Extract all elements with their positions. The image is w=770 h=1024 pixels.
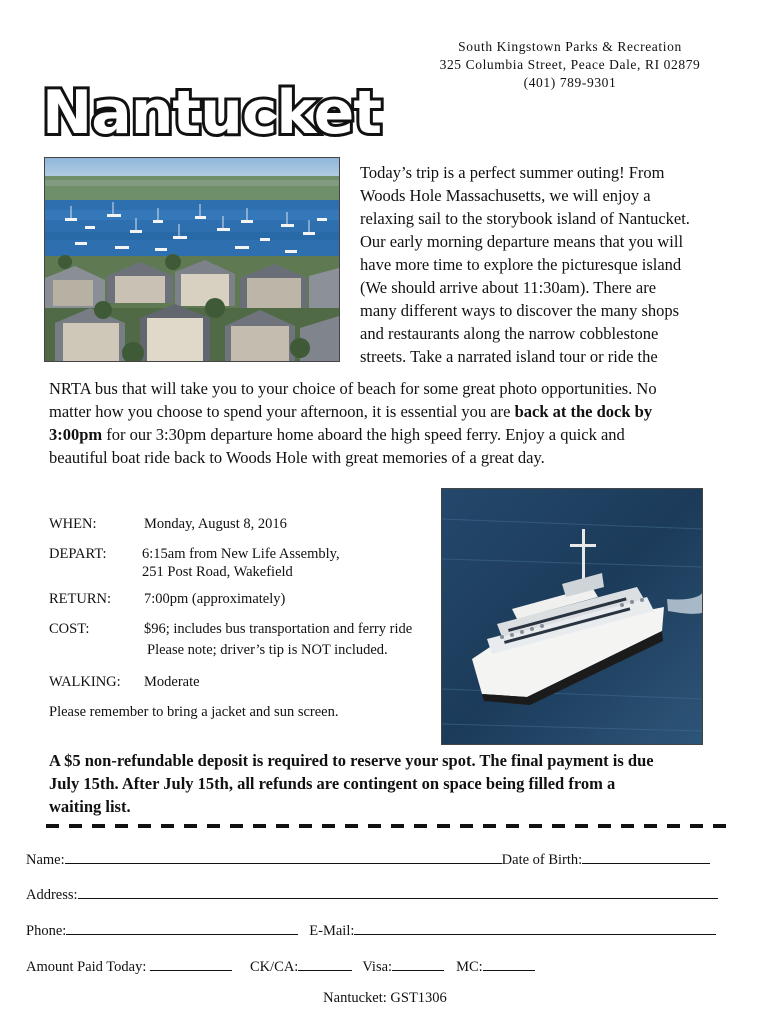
intro-line: relaxing sail to the storybook island of Nantucket. [360, 209, 690, 228]
intro-line: Our early morning departure means that you will [360, 232, 684, 251]
paragraph-line [49, 400, 719, 423]
ckca-label: CK/CA: [249, 959, 299, 975]
visa-label: Visa: [362, 959, 393, 975]
name-label: Name: [26, 852, 65, 868]
email-field[interactable] [354, 921, 716, 935]
return-value: 7:00pm (approximately) [144, 591, 286, 607]
trip-code: Nantucket: GST1306 [323, 990, 447, 1006]
emphasis-text: back at the dock by [514, 402, 653, 421]
organization-header [415, 38, 725, 92]
email-label: E-Mail: [309, 923, 355, 939]
intro-line: streets. Take a narrated island tour or ride the [360, 347, 658, 366]
org-phone: (401) 789-9301 [523, 75, 617, 90]
address-label: Address: [26, 887, 78, 903]
harbor-photo [44, 157, 340, 362]
cost-note: Please note; driver’s tip is NOT included. [147, 642, 388, 658]
amount-paid-field[interactable] [150, 957, 232, 971]
deposit-notice [49, 749, 729, 818]
depart-label: DEPART: [49, 546, 107, 562]
intro-line: many different ways to discover the many shops [360, 301, 680, 320]
emphasis-text: 3:00pm [49, 425, 103, 444]
intro-line: Woods Hole Massachusetts, we will enjoy a [360, 186, 651, 205]
continuation-paragraph [49, 377, 719, 469]
deposit-line: July 15th. After July 15th, all refunds are contingent on space being filled from a [49, 774, 616, 793]
address-row [26, 885, 718, 904]
walking-label: WALKING: [49, 674, 121, 690]
phone-field[interactable] [66, 921, 298, 935]
paragraph-text: matter how you choose to spend your afternoon, it is essential you are [49, 402, 515, 421]
deposit-line: waiting list. [49, 797, 131, 816]
org-name: South Kingstown Parks & Recreation [458, 39, 682, 54]
intro-line: and restaurants along the narrow cobblestone [360, 324, 659, 343]
paragraph-line: NRTA bus that will take you to your choice of beach for some great photo opportunities. No [49, 379, 657, 398]
address-field[interactable] [78, 885, 718, 899]
phone-label: Phone: [26, 923, 67, 939]
paragraph-text: for our 3:30pm departure home aboard the high speed ferry. Enjoy a quick and [102, 425, 625, 444]
dob-label: Date of Birth: [501, 852, 583, 868]
reminder-text: Please remember to bring a jacket and sun screen. [49, 704, 339, 720]
return-label: RETURN: [49, 591, 112, 607]
cost-value: $96; includes bus transportation and ferry ride [144, 621, 413, 637]
depart-value: 6:15am from New Life Assembly, [142, 546, 340, 562]
cut-line-divider [46, 824, 726, 828]
paragraph-line: beautiful boat ride back to Woods Hole with great memories of a great day. [49, 448, 545, 467]
ferry-photo [441, 488, 703, 745]
name-row [26, 850, 710, 869]
depart-address: 251 Post Road, Wakefield [142, 564, 293, 580]
mc-label: MC: [456, 959, 483, 975]
amount-paid-label: Amount Paid Today: [26, 959, 147, 975]
org-address: 325 Columbia Street, Peace Dale, RI 02879 [439, 57, 701, 72]
paragraph-line [49, 423, 719, 446]
page-title: Nantucket [42, 78, 382, 148]
when-value: Monday, August 8, 2016 [144, 516, 287, 532]
mc-field[interactable] [483, 957, 535, 971]
when-label: WHEN: [49, 516, 97, 532]
intro-line: Today’s trip is a perfect summer outing! From [360, 163, 665, 182]
phone-row [26, 921, 716, 940]
intro-line: (We should arrive about 11:30am). There are [360, 278, 657, 297]
payment-row [26, 957, 535, 976]
intro-paragraph [360, 161, 740, 368]
ckca-field[interactable] [298, 957, 352, 971]
cost-label: COST: [49, 621, 90, 637]
deposit-line: A $5 non-refundable deposit is required to reserve your spot. The final payment is due [49, 751, 654, 770]
walking-value: Moderate [144, 674, 200, 690]
intro-line: have more time to explore the picturesque island [360, 255, 682, 274]
dob-field[interactable] [582, 850, 710, 864]
visa-field[interactable] [392, 957, 444, 971]
name-field[interactable] [65, 850, 502, 864]
